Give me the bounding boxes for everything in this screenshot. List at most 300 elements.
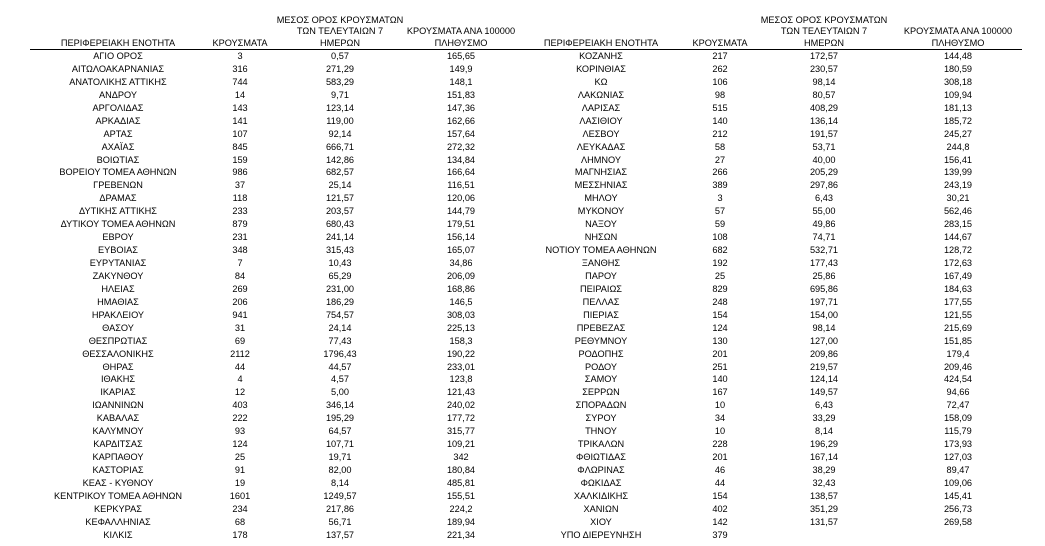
table-row (30, 335, 1022, 348)
right-cases-cell: 515 (712, 102, 728, 113)
table-row (30, 179, 1022, 192)
right-per100k-cell: 94,66 (946, 387, 970, 398)
header-region-right: ΠΕΡΙΦΕΡΕΙΑΚΗ ΕΝΟΤΗΤΑ (543, 37, 659, 48)
left-per100k-cell: 342 (453, 452, 469, 463)
right-per100k-cell: 115,79 (944, 426, 972, 437)
right-avg7-cell: 53,71 (812, 141, 836, 152)
left-region-cell: ΑΡΤΑΣ (103, 128, 133, 139)
left-region-cell: ΚΕΡΚΥΡΑΣ (94, 503, 142, 514)
right-per100k-cell: 177,55 (943, 296, 973, 307)
left-avg7-cell: 186,29 (325, 296, 355, 307)
right-avg7-cell: 74,71 (812, 232, 836, 243)
table-row (30, 399, 1022, 412)
left-region-cell: ΑΡΚΑΔΙΑΣ (95, 115, 141, 126)
table-row (30, 322, 1022, 335)
header-cases-left: ΚΡΟΥΣΜΑΤΑ (212, 37, 268, 48)
left-region-cell: ΘΕΣΠΡΩΤΙΑΣ (88, 335, 148, 346)
right-avg7-cell: 230,57 (809, 63, 839, 74)
left-region-cell: ΘΗΡΑΣ (102, 361, 134, 372)
right-avg7-cell: 205,29 (809, 167, 839, 178)
left-cases-cell: 348 (232, 245, 248, 256)
right-avg7-cell: 98,14 (812, 322, 836, 333)
right-region-cell: ΛΗΜΝΟΥ (580, 154, 622, 165)
right-region-cell: ΣΠΟΡΑΔΩΝ (575, 400, 627, 411)
left-avg7-cell: 1796,43 (323, 348, 357, 359)
right-cases-cell: 58 (714, 141, 726, 152)
table-row (30, 438, 1022, 451)
left-cases-cell: 93 (234, 426, 246, 437)
right-cases-cell: 10 (714, 400, 726, 411)
right-region-cell: ΦΘΙΩΤΙΔΑΣ (575, 452, 626, 463)
left-cases-cell: 744 (232, 76, 248, 87)
left-region-cell: ΕΥΒΟΙΑΣ (98, 245, 138, 256)
right-per100k-cell: 109,06 (943, 477, 973, 488)
right-avg7-cell: 196,29 (809, 439, 839, 450)
left-avg7-cell: 583,29 (325, 76, 355, 87)
right-avg7-cell: 25,86 (812, 270, 836, 281)
left-region-cell: ΙΘΑΚΗΣ (100, 374, 136, 385)
left-region-cell: ΒΟΡΕΙΟΥ ΤΟΜΕΑ ΑΘΗΝΩΝ (59, 167, 177, 178)
right-cases-cell: 44 (714, 477, 726, 488)
left-avg7-cell: 241,14 (325, 232, 355, 243)
left-avg7-cell: 65,29 (328, 270, 352, 281)
left-per100k-cell: 315,77 (446, 426, 476, 437)
left-avg7-cell: 4,57 (331, 374, 349, 385)
right-avg7-cell: 154,00 (809, 309, 839, 320)
right-region-cell: ΧΑΝΙΩΝ (583, 503, 619, 514)
table-row (30, 141, 1022, 154)
right-per100k-cell: 144,48 (943, 51, 973, 61)
left-region-cell: ΗΜΑΘΙΑΣ (97, 296, 139, 307)
right-per100k-cell: 145,41 (943, 490, 973, 501)
left-per100k-cell: 120,06 (446, 193, 476, 204)
right-avg7-cell: 6,43 (815, 400, 833, 411)
right-avg7-cell: 40,00 (812, 154, 836, 165)
right-cases-cell: 108 (712, 232, 728, 243)
left-avg7-cell: 5,00 (331, 387, 349, 398)
left-avg7-cell: 64,57 (328, 426, 352, 437)
right-cases-cell: 34 (714, 413, 726, 424)
left-region-cell: ΚΑΣΤΟΡΙΑΣ (92, 465, 144, 475)
left-cases-cell: 2112 (230, 348, 250, 359)
right-per100k-cell: 243,19 (943, 180, 973, 191)
right-avg7-cell: 351,29 (809, 503, 839, 514)
left-cases-cell: 845 (232, 141, 248, 152)
table-row (30, 425, 1022, 438)
left-avg7-cell: 754,57 (325, 309, 355, 320)
right-cases-cell: 27 (714, 154, 726, 165)
left-region-cell: ΔΥΤΙΚΟΥ ΤΟΜΕΑ ΑΘΗΝΩΝ (60, 219, 176, 230)
left-region-cell: ΓΡΕΒΕΝΩΝ (93, 180, 143, 191)
left-avg7-cell: 315,43 (325, 245, 355, 256)
right-region-cell: ΜΥΚΟΝΟΥ (577, 206, 625, 217)
table-body (30, 50, 1022, 542)
header-per100k-left: ΚΡΟΥΣΜΑΤΑ ΑΝΑ 100000 ΠΛΗΘΥΣΜΟ (406, 26, 516, 48)
left-cases-cell: 879 (232, 219, 248, 230)
left-per100k-cell: 121,43 (446, 387, 476, 398)
right-per100k-cell: 184,63 (943, 283, 973, 294)
right-region-cell: ΛΑΣΙΘΙΟΥ (579, 115, 623, 126)
right-cases-cell: 217 (712, 51, 728, 61)
left-cases-cell: 4 (237, 374, 243, 385)
right-region-cell: ΦΛΩΡΙΝΑΣ (577, 465, 625, 475)
table-row (30, 257, 1022, 270)
right-avg7-cell: 98,14 (812, 76, 836, 87)
left-cases-cell: 25 (234, 452, 246, 463)
right-region-cell: ΤΗΝΟΥ (585, 426, 617, 437)
left-per100k-cell: 225,13 (446, 322, 476, 333)
table-row (30, 529, 1022, 542)
right-region-cell: ΦΩΚΙΔΑΣ (580, 477, 622, 488)
left-per100k-cell: 147,36 (446, 102, 476, 113)
right-avg7-cell: 124,14 (809, 374, 839, 385)
left-cases-cell: 403 (232, 400, 248, 411)
table-row (30, 192, 1022, 205)
right-cases-cell: 154 (712, 309, 728, 320)
table-row (30, 115, 1022, 128)
right-cases-cell: 262 (712, 63, 728, 74)
left-region-cell: ΑΝΑΤΟΛΙΚΗΣ ΑΤΤΙΚΗΣ (69, 76, 167, 87)
right-cases-cell: 192 (712, 258, 728, 268)
left-region-cell: ΑΡΓΟΛΙΔΑΣ (92, 102, 144, 113)
right-per100k-cell: 89,47 (946, 465, 970, 475)
left-avg7-cell: 77,43 (328, 335, 352, 346)
right-per100k-cell: 256,73 (943, 503, 973, 514)
left-per100k-cell: 151,83 (446, 89, 476, 100)
header-cases-right: ΚΡΟΥΣΜΑΤΑ (692, 37, 748, 48)
right-cases-cell: 228 (712, 439, 728, 450)
left-avg7-cell: 680,43 (325, 219, 355, 230)
left-cases-cell: 118 (232, 193, 248, 204)
left-avg7-cell: 92,14 (328, 128, 352, 139)
left-avg7-cell: 121,57 (325, 193, 355, 204)
right-per100k-cell: 156,41 (943, 154, 973, 165)
left-region-cell: ΘΕΣΣΑΛΟΝΙΚΗΣ (82, 348, 154, 359)
right-avg7-cell: 209,86 (809, 348, 839, 359)
right-per100k-cell: 172,63 (943, 258, 973, 268)
table-row (30, 63, 1022, 76)
table-row (30, 283, 1022, 296)
right-cases-cell: 379 (712, 529, 728, 540)
right-per100k-cell: 144,67 (943, 232, 973, 243)
right-per100k-cell: 185,72 (943, 115, 973, 126)
right-cases-cell: 10 (714, 426, 726, 437)
left-per100k-cell: 155,51 (446, 490, 476, 501)
right-per100k-cell: 72,47 (946, 400, 970, 411)
left-per100k-cell: 165,07 (446, 245, 476, 256)
left-per100k-cell: 165,65 (446, 51, 476, 61)
right-avg7-cell: 33,29 (812, 413, 836, 424)
right-avg7-cell: 167,14 (809, 452, 839, 463)
table-row (30, 128, 1022, 141)
right-avg7-cell: 172,57 (809, 51, 839, 61)
right-per100k-cell: 180,59 (943, 63, 973, 74)
left-region-cell: ΔΡΑΜΑΣ (99, 193, 137, 204)
right-per100k-cell: 173,93 (943, 439, 973, 450)
table-row (30, 516, 1022, 529)
left-cases-cell: 986 (232, 167, 248, 178)
left-region-cell: ΗΡΑΚΛΕΙΟΥ (91, 309, 145, 320)
table-row (30, 89, 1022, 102)
right-cases-cell: 46 (714, 465, 726, 475)
right-avg7-cell: 191,57 (809, 128, 839, 139)
left-avg7-cell: 9,71 (331, 89, 349, 100)
left-cases-cell: 159 (232, 154, 248, 165)
right-region-cell: ΛΕΣΒΟΥ (582, 128, 620, 139)
left-per100k-cell: 158,3 (449, 335, 473, 346)
right-region-cell: ΜΑΓΝΗΣΙΑΣ (574, 167, 628, 178)
right-cases-cell: 130 (712, 335, 728, 346)
left-per100k-cell: 179,51 (446, 219, 476, 230)
left-cases-cell: 269 (232, 283, 248, 294)
table-header (30, 13, 1022, 50)
left-region-cell: ΘΑΣΟΥ (102, 322, 134, 333)
table-row (30, 477, 1022, 490)
right-cases-cell: 829 (712, 283, 728, 294)
left-per100k-cell: 144,79 (446, 206, 476, 217)
table-row (30, 503, 1022, 516)
right-region-cell: ΠΑΡΟΥ (585, 270, 617, 281)
left-region-cell: ΑΧΑΪΑΣ (101, 141, 135, 152)
left-avg7-cell: 107,71 (325, 439, 355, 450)
left-per100k-cell: 168,86 (446, 283, 476, 294)
right-per100k-cell: 139,99 (943, 167, 973, 178)
left-cases-cell: 37 (234, 180, 246, 191)
left-avg7-cell: 346,14 (325, 400, 355, 411)
left-avg7-cell: 119,00 (326, 115, 354, 126)
right-avg7-cell: 127,00 (809, 335, 839, 346)
left-per100k-cell: 233,01 (446, 361, 476, 372)
left-region-cell: ΙΚΑΡΙΑΣ (100, 387, 136, 398)
left-per100k-cell: 109,21 (446, 439, 476, 450)
table-row (30, 166, 1022, 179)
right-region-cell: ΠΡΕΒΕΖΑΣ (576, 322, 626, 333)
right-region-cell: ΠΕΛΛΑΣ (582, 296, 620, 307)
table-row (30, 348, 1022, 361)
left-per100k-cell: 166,64 (446, 167, 476, 178)
left-region-cell: ΒΟΙΩΤΙΑΣ (96, 154, 140, 165)
right-per100k-cell: 215,69 (943, 322, 973, 333)
right-region-cell: ΠΕΙΡΑΙΩΣ (580, 283, 622, 294)
left-cases-cell: 14 (234, 89, 246, 100)
right-region-cell: ΞΑΝΘΗΣ (581, 258, 621, 268)
right-avg7-cell: 532,71 (809, 245, 839, 256)
left-region-cell: ΑΙΤΩΛΟΑΚΑΡΝΑΝΙΑΣ (71, 63, 165, 74)
right-region-cell: ΣΕΡΡΩΝ (582, 387, 620, 398)
right-region-cell: ΛΑΡΙΣΑΣ (581, 102, 621, 113)
right-per100k-cell: 209,46 (943, 361, 973, 372)
left-per100k-cell: 485,81 (446, 477, 476, 488)
right-per100k-cell: 424,54 (943, 374, 973, 385)
left-avg7-cell: 24,14 (328, 322, 352, 333)
right-cases-cell: 402 (712, 503, 728, 514)
left-cases-cell: 7 (237, 258, 243, 268)
right-per100k-cell: 121,55 (943, 309, 973, 320)
right-per100k-cell: 283,15 (943, 219, 973, 230)
left-per100k-cell: 116,51 (447, 180, 475, 191)
left-region-cell: ΑΓΙΟ ΟΡΟΣ (93, 51, 143, 61)
table-row (30, 244, 1022, 257)
right-avg7-cell: 219,57 (809, 361, 839, 372)
left-per100k-cell: 272,32 (446, 141, 476, 152)
right-region-cell: ΡΟΔΟΥ (584, 361, 617, 372)
left-region-cell: ΗΛΕΙΑΣ (101, 283, 135, 294)
table-row (30, 218, 1022, 231)
table-row (30, 361, 1022, 374)
left-per100k-cell: 221,34 (446, 529, 476, 540)
right-region-cell: ΚΟΡΙΝΘΙΑΣ (576, 63, 626, 74)
left-avg7-cell: 231,00 (325, 283, 355, 294)
right-avg7-cell: 131,57 (809, 516, 839, 527)
right-region-cell: ΡΟΔΟΠΗΣ (578, 348, 624, 359)
header-avg7-left: ΜΕΣΟΣ ΟΡΟΣ ΚΡΟΥΣΜΑΤΩΝ ΤΩΝ ΤΕΛΕΥΤΑΙΩΝ 7 ΗΜΕΡΩΝ (276, 15, 404, 48)
left-per100k-cell: 177,72 (446, 413, 476, 424)
left-avg7-cell: 682,57 (325, 167, 355, 178)
right-avg7-cell: 32,43 (812, 477, 836, 488)
right-per100k-cell: 269,58 (943, 516, 973, 527)
table-row (30, 386, 1022, 399)
right-avg7-cell: 6,43 (815, 193, 833, 204)
right-cases-cell: 167 (712, 387, 728, 398)
left-cases-cell: 231 (232, 232, 248, 243)
right-region-cell: ΜΕΣΣΗΝΙΑΣ (574, 180, 628, 191)
left-cases-cell: 222 (232, 413, 248, 424)
right-per100k-cell: 158,09 (943, 413, 973, 424)
right-per100k-cell: 181,13 (943, 102, 973, 113)
left-per100k-cell: 162,66 (446, 115, 476, 126)
right-cases-cell: 124 (712, 322, 728, 333)
right-region-cell: ΧΑΛΚΙΔΙΚΗΣ (573, 490, 629, 501)
right-cases-cell: 142 (712, 516, 728, 527)
table-row (30, 373, 1022, 386)
left-per100k-cell: 240,02 (446, 400, 476, 411)
left-cases-cell: 31 (234, 322, 246, 333)
right-per100k-cell: 179,4 (946, 348, 970, 359)
left-cases-cell: 141 (232, 115, 248, 126)
left-region-cell: ΚΙΛΚΙΣ (103, 529, 133, 540)
left-cases-cell: 69 (234, 335, 246, 346)
left-per100k-cell: 148,1 (449, 76, 473, 87)
right-region-cell: ΛΑΚΩΝΙΑΣ (577, 89, 625, 100)
left-per100k-cell: 123,8 (449, 374, 473, 385)
right-per100k-cell: 30,21 (946, 193, 970, 204)
left-avg7-cell: 0,57 (331, 51, 349, 61)
left-per100k-cell: 190,22 (446, 348, 476, 359)
left-cases-cell: 316 (232, 63, 248, 74)
right-cases-cell: 106 (712, 76, 728, 87)
table-row (30, 412, 1022, 425)
right-avg7-cell: 408,29 (809, 102, 839, 113)
right-cases-cell: 248 (712, 296, 728, 307)
right-cases-cell: 212 (712, 128, 728, 139)
left-per100k-cell: 224,2 (449, 503, 473, 514)
right-cases-cell: 201 (712, 348, 728, 359)
left-avg7-cell: 1249,57 (323, 490, 357, 501)
left-cases-cell: 44 (234, 361, 246, 372)
left-avg7-cell: 10,43 (328, 258, 352, 268)
left-region-cell: ΑΝΔΡΟΥ (98, 89, 137, 100)
left-cases-cell: 178 (232, 529, 248, 540)
table-row (30, 451, 1022, 464)
right-avg7-cell: 138,57 (809, 490, 839, 501)
right-cases-cell: 154 (712, 490, 728, 501)
right-per100k-cell: 562,46 (943, 206, 973, 217)
right-region-cell: ΤΡΙΚΑΛΩΝ (577, 439, 625, 450)
left-avg7-cell: 56,71 (328, 516, 352, 527)
table-row (30, 76, 1022, 89)
left-avg7-cell: 82,00 (328, 465, 352, 475)
left-cases-cell: 233 (232, 206, 248, 217)
right-cases-cell: 201 (712, 452, 728, 463)
right-per100k-cell: 244,8 (946, 141, 970, 152)
right-cases-cell: 140 (712, 115, 728, 126)
table-row (30, 50, 1022, 63)
left-avg7-cell: 142,86 (325, 154, 355, 165)
left-cases-cell: 19 (234, 477, 246, 488)
left-region-cell: ΔΥΤΙΚΗΣ ΑΤΤΙΚΗΣ (79, 206, 157, 217)
right-avg7-cell: 80,57 (812, 89, 836, 100)
right-region-cell: ΠΙΕΡΙΑΣ (583, 309, 619, 320)
right-region-cell: ΝΟΤΙΟΥ ΤΟΜΕΑ ΑΘΗΝΩΝ (545, 245, 657, 256)
right-cases-cell: 140 (712, 374, 728, 385)
right-cases-cell: 25 (714, 270, 726, 281)
right-region-cell: ΝΑΞΟΥ (585, 219, 617, 230)
right-avg7-cell: 297,86 (809, 180, 839, 191)
right-per100k-cell: 151,85 (943, 335, 973, 346)
left-per100k-cell: 206,09 (446, 270, 476, 281)
left-cases-cell: 941 (232, 309, 248, 320)
left-cases-cell: 206 (232, 296, 248, 307)
left-avg7-cell: 25,14 (328, 180, 352, 191)
table-row (30, 102, 1022, 115)
right-cases-cell: 389 (712, 180, 728, 191)
left-avg7-cell: 217,86 (325, 503, 355, 514)
left-cases-cell: 124 (232, 439, 248, 450)
left-region-cell: ΚΑΡΠΑΘΟΥ (92, 452, 144, 463)
header-avg7-right: ΜΕΣΟΣ ΟΡΟΣ ΚΡΟΥΣΜΑΤΩΝ ΤΩΝ ΤΕΛΕΥΤΑΙΩΝ 7 ΗΜΕΡΩΝ (760, 15, 888, 48)
left-avg7-cell: 203,57 (325, 206, 355, 217)
left-cases-cell: 3 (237, 51, 243, 61)
left-cases-cell: 1601 (229, 490, 251, 501)
table-row (30, 309, 1022, 322)
right-cases-cell: 3 (717, 193, 723, 204)
left-region-cell: ΚΑΡΔΙΤΣΑΣ (93, 439, 143, 450)
left-cases-cell: 68 (234, 516, 246, 527)
left-cases-cell: 12 (234, 387, 246, 398)
left-region-cell: ΚΕΦΑΛΛΗΝΙΑΣ (85, 516, 151, 527)
right-cases-cell: 682 (712, 245, 728, 256)
right-region-cell: ΥΠΟ ΔΙΕΡΕΥΝΗΣΗ (560, 529, 642, 540)
right-region-cell: ΧΙΟΥ (590, 516, 612, 527)
left-avg7-cell: 271,29 (325, 63, 355, 74)
right-avg7-cell: 55,00 (812, 206, 836, 217)
left-cases-cell: 91 (234, 465, 246, 475)
header-region-left: ΠΕΡΙΦΕΡΕΙΑΚΗ ΕΝΟΤΗΤΑ (60, 37, 176, 48)
left-avg7-cell: 195,29 (325, 413, 355, 424)
cases-table (30, 13, 1022, 542)
right-region-cell: ΛΕΥΚΑΔΑΣ (576, 141, 626, 152)
left-avg7-cell: 137,57 (325, 529, 355, 540)
left-region-cell: ΖΑΚΥΝΘΟΥ (92, 270, 144, 281)
left-region-cell: ΕΒΡΟΥ (102, 232, 134, 243)
table-row (30, 154, 1022, 167)
left-region-cell: ΕΥΡΥΤΑΝΙΑΣ (89, 258, 147, 268)
table-row (30, 231, 1022, 244)
table-row (30, 464, 1022, 477)
right-per100k-cell: 127,03 (943, 452, 973, 463)
left-region-cell: ΚΕΑΣ - ΚΥΘΝΟΥ (82, 477, 154, 488)
table-row (30, 270, 1022, 283)
